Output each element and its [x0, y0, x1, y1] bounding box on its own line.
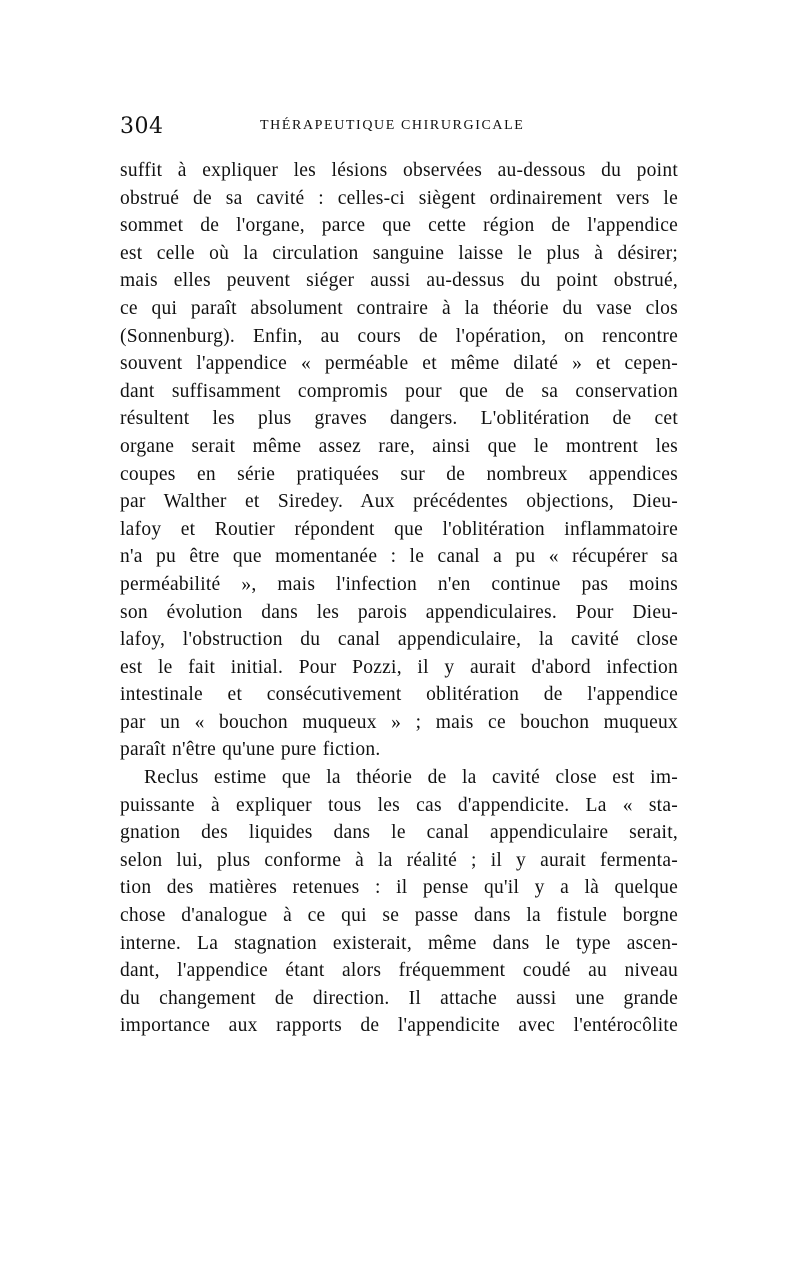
text-line: dant suffisamment compromis pour que de sa conservation	[120, 380, 678, 402]
paragraph-2	[120, 764, 678, 1040]
text-line: obstrué de sa cavité : celles-ci siègent ordinairement vers le	[120, 187, 678, 209]
text-line: (Sonnenburg). Enfin, au cours de l'opération, on rencontre	[120, 325, 678, 347]
text-line: interne. La stagnation existerait, même dans le type ascen-	[120, 932, 678, 954]
text-line: sommet de l'organe, parce que cette région de l'appendice	[120, 215, 678, 237]
text-line: souvent l'appendice « perméable et même dilaté » et cepen-	[120, 353, 678, 375]
text-line: chose d'analogue à ce qui se passe dans la fistule borgne	[120, 905, 678, 927]
text-line: organe serait même assez rare, ainsi que le montrent les	[120, 435, 678, 457]
text-line: lafoy, l'obstruction du canal appendiculaire, la cavité close	[120, 629, 678, 651]
text-line: dant, l'appendice étant alors fréquemment coudé au niveau	[120, 960, 678, 982]
paragraph-1	[120, 157, 678, 764]
text-line: intestinale et consécutivement oblitération de l'appendice	[120, 684, 678, 706]
text-line: mais elles peuvent siéger aussi au-dessus du point obstrué,	[120, 270, 678, 292]
text-line: est celle où la circulation sanguine laisse le plus à désirer;	[120, 242, 678, 264]
text-line: tion des matières retenues : il pense qu'il y a là quelque	[120, 877, 678, 899]
text-line: coupes en série pratiquées sur de nombreux appendices	[120, 463, 678, 485]
text-line: puissante à expliquer tous les cas d'appendicite. La « sta-	[120, 794, 678, 816]
text-line: est le fait initial. Pour Pozzi, il y aurait d'abord infection	[120, 656, 678, 678]
text-line: paraît n'être qu'une pure fiction.	[120, 739, 381, 761]
text-line: importance aux rapports de l'appendicite avec l'entérocôlite	[120, 1015, 678, 1037]
text-line: Reclus estime que la théorie de la cavité close est im-	[144, 767, 678, 789]
text-line: n'a pu être que momentanée : le canal a pu « récupérer sa	[120, 546, 678, 568]
text-line: par un « bouchon muqueux » ; mais ce bouchon muqueux	[120, 711, 678, 733]
text-line: par Walther et Siredey. Aux précédentes objections, Dieu-	[120, 491, 678, 513]
page-header	[120, 114, 680, 144]
text-line: gnation des liquides dans le canal appendiculaire serait,	[120, 822, 678, 844]
text-line: suffit à expliquer les lésions observées au-dessous du point	[120, 160, 678, 181]
text-line: du changement de direction. Il attache aussi une grande	[120, 987, 678, 1009]
running-title: THÉRAPEUTIQUE CHIRURGICALE	[260, 118, 525, 133]
page-number: 304	[120, 114, 164, 139]
body-text	[120, 157, 678, 1040]
text-line: lafoy et Routier répondent que l'oblitération inflammatoire	[120, 518, 678, 540]
text-line: son évolution dans les parois appendiculaires. Pour Dieu-	[120, 601, 678, 623]
text-line: perméabilité », mais l'infection n'en continue pas moins	[120, 573, 678, 595]
text-line: résultent les plus graves dangers. L'oblitération de cet	[120, 408, 678, 430]
text-line: selon lui, plus conforme à la réalité ; il y aurait fermenta-	[120, 849, 678, 871]
text-line: ce qui paraît absolument contraire à la théorie du vase clos	[120, 297, 678, 319]
